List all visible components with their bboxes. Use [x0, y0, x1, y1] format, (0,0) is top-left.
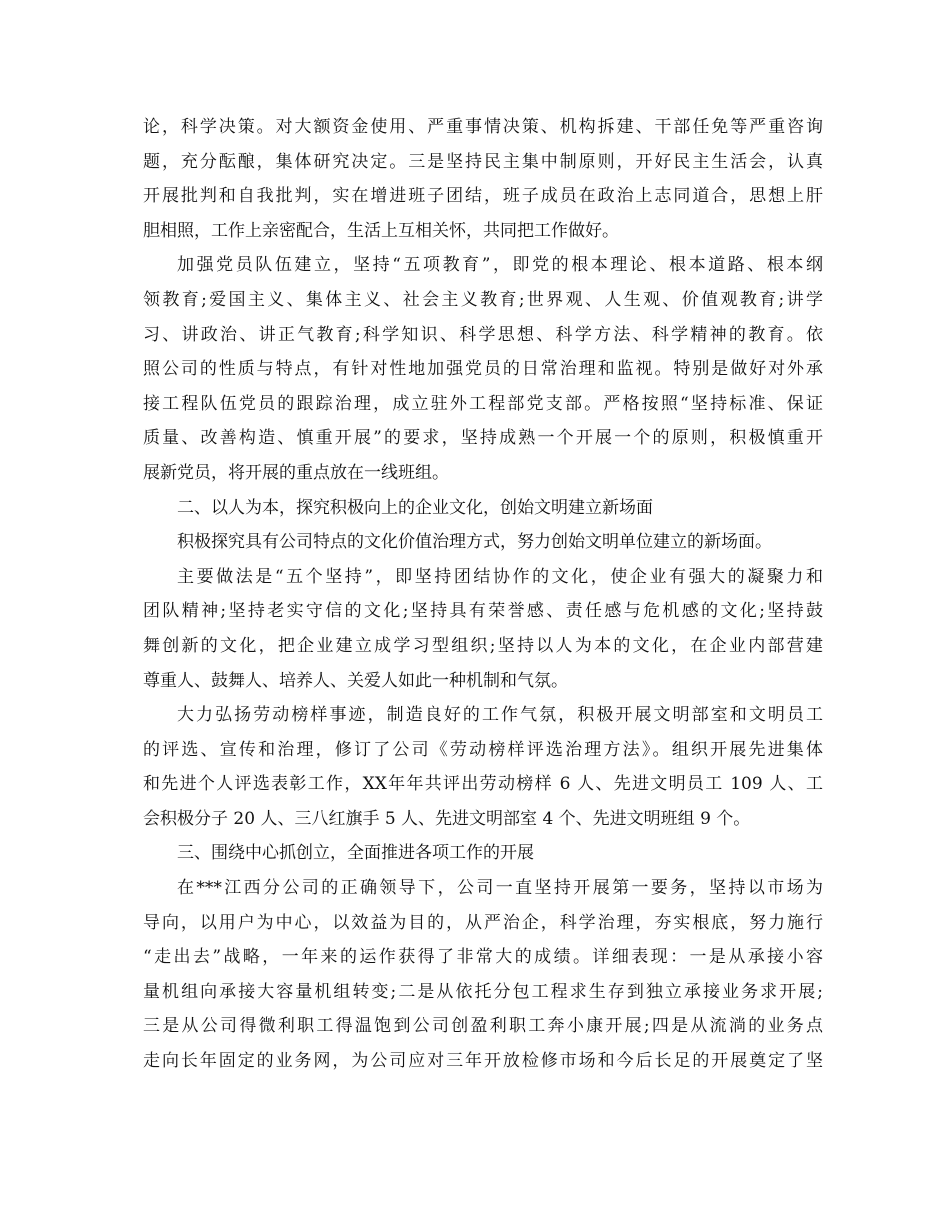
text-line: 题，充分酝酿，集体研究决定。三是坚持民主集中制原则，开好民主生活会，认真	[143, 151, 823, 172]
text-line: 论，科学决策。对大额资金使用、严重事情决策、机构拆建、干部任免等严重咨询	[143, 117, 823, 137]
text-line: 会积极分子 20 人、三八红旗手 5 人、先进文明部室 4 个、先进文明班组 9 个。	[143, 808, 751, 829]
text-line: 舞创新的文化，把企业建立成学习型组织;坚持以人为本的文化，在企业内部营建	[143, 635, 823, 656]
text-line: 胆相照，工作上亲密配合，生活上互相关怀，共同把工作做好。	[143, 220, 619, 241]
text-line: 导向，以用户为中心，以效益为目的，从严治企，科学治理，夯实根底，努力施行	[143, 912, 823, 933]
text-line: 习、讲政治、讲正气教育;科学知识、科学思想、科学方法、科学精神的教育。依	[143, 324, 823, 345]
text-line: 尊重人、鼓舞人、培养人、关爱人如此一种机制和气氛。	[143, 670, 568, 691]
text-line: 加强党员队伍建立，坚持“五项教育”，即党的根本理论、根本道路、根本纲	[177, 255, 823, 276]
text-line: 展新党员，将开展的重点放在一线班组。	[143, 462, 449, 483]
text-line: 积极探究具有公司特点的文化价值治理方式，努力创始文明单位建立的新场面。	[177, 532, 772, 553]
text-line: 接工程队伍党员的跟踪治理，成立驻外工程部党支部。严格按照“坚持标准、保证	[143, 393, 823, 414]
text-line: 领教育;爱国主义、集体主义、社会主义教育;世界观、人生观、价值观教育;讲学	[143, 289, 823, 310]
text-line: 二、以人为本，探究积极向上的企业文化，创始文明建立新场面	[177, 497, 653, 518]
text-line: 和先进个人评选表彰工作，XX年年共评出劳动榜样 6 人、先进文明员工 109 人、工	[143, 774, 823, 795]
text-line: 走向长年固定的业务网，为公司应对三年开放检修市场和今后长足的开展奠定了坚	[143, 1051, 823, 1072]
text-line: 大力弘扬劳动榜样事迹，制造良好的工作气氛，积极开展文明部室和文明员工	[177, 705, 823, 726]
text-line: 的评选、宣传和治理，修订了公司《劳动榜样评选治理方法》。组织开展先进集体	[143, 739, 823, 760]
text-line: 三是从公司得微利职工得温饱到公司创盈利职工奔小康开展;四是从流淌的业务点	[143, 1016, 823, 1037]
text-line: 照公司的性质与特点，有针对性地加强党员的日常治理和监视。特别是做好对外承	[143, 359, 823, 380]
text-line: 三、围绕中心抓创立，全面推进各项工作的开展	[177, 843, 534, 864]
text-line: 质量、改善构造、慎重开展”的要求，坚持成熟一个开展一个的原则，积极慎重开	[143, 428, 823, 449]
text-line: 团队精神;坚持老实守信的文化;坚持具有荣誉感、责任感与危机感的文化;坚持鼓	[143, 601, 823, 622]
text-line: 量机组向承接大容量机组转变;二是从依托分包工程求生存到独立承接业务求开展;	[143, 981, 823, 1002]
text-line: 开展批判和自我批判，实在增进班子团结，班子成员在政治上志同道合，思想上肝	[143, 186, 823, 207]
text-line: “走出去”战略，一年来的运作获得了非常大的成绩。详细表现：一是从承接小容	[143, 947, 823, 968]
text-line: 主要做法是“五个坚持”，即坚持团结协作的文化，使企业有强大的凝聚力和	[177, 566, 823, 587]
document-page	[143, 110, 823, 1079]
text-line: 在***江西分公司的正确领导下，公司一直坚持开展第一要务，坚持以市场为	[177, 878, 823, 899]
